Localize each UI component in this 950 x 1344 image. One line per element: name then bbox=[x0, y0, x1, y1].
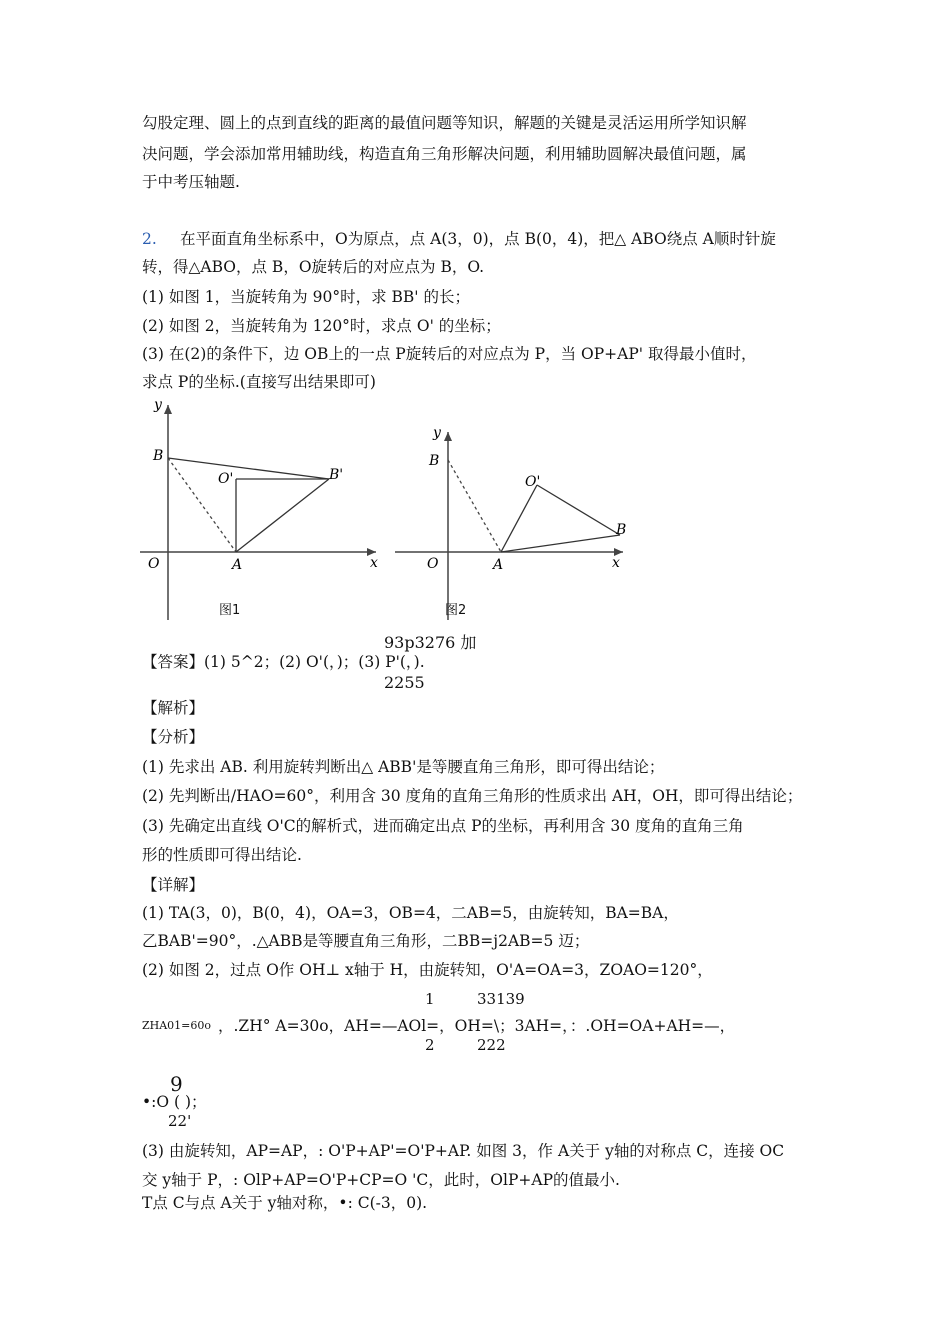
fig2-point-b-label: B bbox=[429, 453, 440, 469]
detail-line-4: ，.ZH° A=30o，AH=—AOl=，OH=\；3AH=，：.OH=OA+AH=—， bbox=[218, 1017, 736, 1035]
detail-fraction-top-2: 33139 bbox=[477, 990, 525, 1008]
fig2-y-label: y bbox=[433, 425, 441, 441]
fig2-point-a-label: A bbox=[493, 557, 504, 573]
detail-title: 【详解】 bbox=[142, 876, 205, 894]
fig1-point-o-prime-label: O' bbox=[218, 471, 234, 487]
fig1-origin-label: O bbox=[148, 556, 160, 572]
problem-number: 2. bbox=[142, 230, 157, 248]
fig2-origin-label: O bbox=[427, 556, 439, 572]
intro-line-1: 勾股定理、圆上的点到直线的距离的最值问题等知识，解题的关键是灵活运用所学知识解 bbox=[142, 114, 747, 132]
question-3-line-1: (3) 在(2)的条件下，边 OB上的一点 P旋转后的对应点为 P，当 OP+AP' 取得最小值时， bbox=[142, 345, 757, 363]
fig2-point-b-prime-label: B bbox=[616, 522, 627, 538]
figure-1 bbox=[138, 395, 383, 630]
detail-line-1: (1) TA(3，0)，B(0，4)，OA=3，OB=4，二AB=5，由旋转知，BA=BA， bbox=[142, 904, 679, 922]
answer-line: 【答案】(1) 5^2；(2) O'(，)；(3) P'(，). bbox=[142, 653, 425, 671]
fig1-point-a-label: A bbox=[232, 557, 243, 573]
problem-stem-1: 在平面直角坐标系中，O为原点，点 A(3，0)，点 B(0，4)，把△ ABO绕点 A顺时针旋 bbox=[180, 230, 776, 248]
fig1-point-b-label: B bbox=[153, 448, 164, 464]
answer-fraction-numerators: 93p3276 加 bbox=[384, 633, 477, 652]
fig2-x-label: x bbox=[612, 555, 620, 571]
intro-line-2: 决问题，学会添加常用辅助线，构造直角三角形解决问题，利用辅助圆解决最值问题，属 bbox=[142, 145, 747, 163]
analysis-subtitle: 【分析】 bbox=[142, 728, 205, 746]
detail-line-2: 乙BAB'=90°，.△ABB是等腰直角三角形，二BB=j2AB=5 迈； bbox=[142, 932, 590, 950]
analysis-step-3-line-1: (3) 先确定出直线 O'C的解析式，进而确定出点 P的坐标，再利用含 30 度角的直角三角 bbox=[142, 817, 744, 835]
answer-fraction-denominators: 2255 bbox=[384, 673, 425, 692]
fig2-caption: 图2 bbox=[445, 603, 467, 618]
intro-line-3: 于中考压轴题. bbox=[142, 173, 240, 191]
fig1-caption: 图1 bbox=[219, 603, 241, 618]
analysis-title: 【解析】 bbox=[142, 699, 205, 717]
fig2-point-o-prime-label: O' bbox=[525, 474, 541, 490]
detail-line-5-denominator: 22' bbox=[168, 1112, 192, 1130]
problem-stem-2: 转，得△ABO，点 B，O旋转后的对应点为 B，O. bbox=[142, 258, 485, 276]
question-3-line-2: 求点 P的坐标.(直接写出结果即可) bbox=[142, 373, 376, 391]
fig1-y-label: y bbox=[154, 397, 162, 413]
figure-2 bbox=[393, 420, 633, 630]
analysis-step-1: (1) 先求出 AB. 利用旋转判断出△ ABB'是等腰直角三角形，即可得出结论； bbox=[142, 758, 665, 776]
detail-line-8: T点 C与点 A关于 y轴对称，•: C(-3，0). bbox=[142, 1194, 428, 1212]
detail-line-3: (2) 如图 2，过点 O作 OH⊥ x轴于 H，由旋转知，O'A=OA=3，ZOAO=120°， bbox=[142, 961, 713, 979]
detail-line-5-numerator: 9 bbox=[170, 1072, 183, 1096]
fig1-point-b-prime-label: B' bbox=[329, 467, 344, 483]
analysis-step-3-line-2: 形的性质即可得出结论. bbox=[142, 846, 302, 864]
detail-fraction-bottom-1: 2 bbox=[425, 1036, 435, 1054]
fig1-x-label: x bbox=[370, 555, 378, 571]
detail-line-6: (3) 由旋转知，AP=AP，: O'P+AP'=O'P+AP. 如图 3，作 A关于 y轴的对称点 C，连接 OC bbox=[142, 1142, 785, 1160]
detail-line-4-prefix: ZHA01=60o bbox=[142, 1019, 212, 1032]
question-1: (1) 如图 1，当旋转角为 90°时，求 BB' 的长； bbox=[142, 288, 470, 306]
detail-fraction-bottom-2: 222 bbox=[477, 1036, 506, 1054]
question-2: (2) 如图 2，当旋转角为 120°时，求点 O' 的坐标； bbox=[142, 317, 501, 335]
detail-line-7: 交 y轴于 P，: OlP+AP=O'P+CP=O 'C，此时，OlP+AP的值最小. bbox=[142, 1171, 620, 1189]
analysis-step-2: (2) 先判断出/HAO=60°，利用含 30 度角的直角三角形的性质求出 AH，OH，即可得出结论； bbox=[142, 787, 803, 805]
detail-line-5: •:O ( )； bbox=[142, 1093, 207, 1111]
detail-fraction-top-1: 1 bbox=[425, 990, 435, 1008]
